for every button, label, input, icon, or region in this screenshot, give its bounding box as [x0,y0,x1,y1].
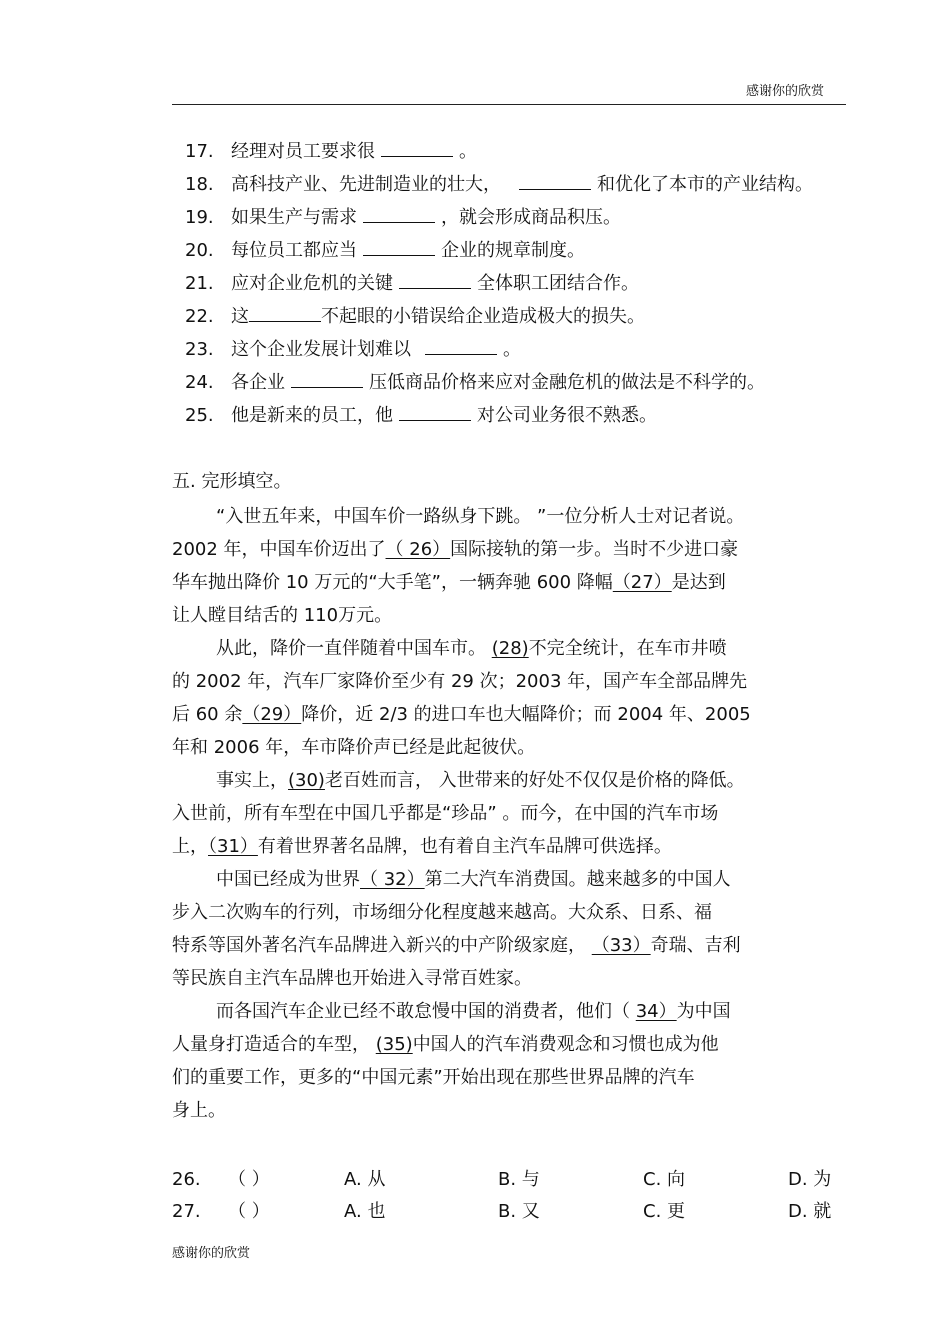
cloze-gap-27: （27） [612,572,672,593]
question-number: 22. [185,306,214,327]
cloze-gap-33: （33） [591,935,651,956]
question-text-after: ，就会形成商品积压。 [441,207,621,228]
question-number: 20. [185,240,214,261]
answer-blank[interactable] [363,206,435,223]
question-text-before: 每位员工都应当 [231,240,357,261]
question-text-after: 压低商品价格来应对金融危机的做法是不科学的。 [369,372,765,393]
question-number: 21. [185,273,214,294]
question-number: 17. [185,141,214,162]
cloze-gap-30: (30) [288,770,325,791]
question-text-before: 他是新来的员工，他 [231,405,393,426]
cloze-gap-26: （ 26） [385,539,451,560]
answer-blank[interactable] [291,371,363,388]
question-23 [185,338,521,362]
question-text-after: 全体职工团结合作。 [477,273,639,294]
question-17 [185,140,477,164]
question-number: 25. [185,405,214,426]
option-number: 27. [172,1201,201,1222]
question-19 [185,206,621,230]
passage-line: 后 60 余（29）降价，近 2/3 的进口车也大幅降价；而 2004 年、2005 [172,704,751,725]
passage-paragraph-5 [172,995,872,1127]
passage-line: 从此，降价一直伴随着中国车市。 (28)不完全统计，在车市井喷 [216,638,727,659]
passage-line: 特系等国外著名汽车品牌进入新兴的中产阶级家庭， （33）奇瑞、吉利 [172,935,741,956]
passage-line: 华车抛出降价 10 万元的“大手笔”，一辆奔驰 600 降幅（27）是达到 [172,572,726,593]
question-text-before: 这 [231,306,249,327]
answer-blank[interactable] [381,140,453,157]
option-number: 26. [172,1169,201,1190]
passage-paragraph-4 [172,863,872,995]
cloze-gap-29: （29） [242,704,302,725]
option-c[interactable]: C. 更 [643,1201,686,1222]
question-number: 18. [185,174,214,195]
question-number: 19. [185,207,214,228]
option-b[interactable]: B. 与 [498,1169,540,1190]
answer-blank[interactable] [399,404,471,421]
option-a[interactable]: A. 从 [344,1169,386,1190]
question-text-after: 和优化了本市的产业结构。 [597,174,813,195]
question-22 [185,305,645,329]
cloze-gap-32: （ 32） [360,869,425,890]
passage-line: 上，（31）有着世界著名品牌，也有着自主汽车品牌可供选择。 [172,836,672,857]
page-header: 感谢你的欣赏 [746,84,825,99]
passage-line: 人量身打造适合的车型， (35)中国人的汽车消费观念和习惯也成为他 [172,1034,719,1055]
question-20 [185,239,585,263]
question-text-after: 企业的规章制度。 [441,240,585,261]
question-text-after: 对公司业务很不熟悉。 [477,405,657,426]
question-text-before: 这个企业发展计划难以 [231,339,411,360]
question-text-after: 。 [459,141,477,162]
page-footer: 感谢你的欣赏 [172,1246,251,1261]
answer-blank[interactable] [249,305,321,322]
passage-line: “入世五年来，中国车价一路纵身下跳。 ”一位分析人士对记者说。 [216,506,745,527]
question-text-after: 。 [503,339,521,360]
header-rule [172,104,846,105]
option-a[interactable]: A. 也 [344,1201,386,1222]
question-text-before: 各企业 [231,372,285,393]
passage-paragraph-1 [172,500,872,632]
question-25 [185,404,657,428]
question-21 [185,272,639,296]
question-number: 23. [185,339,214,360]
option-c[interactable]: C. 向 [643,1169,686,1190]
question-text-before: 应对企业危机的关键 [231,273,393,294]
passage-line: 的 2002 年，汽车厂家降价至少有 29 次；2003 年，国产车全部品牌先 [172,671,748,692]
cloze-gap-34: 34） [635,1001,677,1022]
option-d[interactable]: D. 就 [788,1201,832,1222]
passage-line: 们的重要工作，更多的“中国元素”开始出现在那些世界品牌的汽车 [172,1067,695,1088]
question-24 [185,371,765,395]
question-text-before: 高科技产业、先进制造业的壮大， [231,174,501,195]
section-title: 五. 完形填空。 [172,471,292,492]
question-number: 24. [185,372,214,393]
question-text-after: 不起眼的小错误给企业造成极大的损失。 [321,306,645,327]
answer-blank[interactable] [425,338,497,355]
passage-line: 身上。 [172,1100,226,1121]
answer-blank[interactable] [519,173,591,190]
cloze-gap-35: (35) [375,1034,413,1055]
passage-line: 步入二次购车的行列，市场细分化程度越来越高。大众系、日系、福 [172,902,712,923]
passage-line: 入世前，所有车型在中国几乎都是“珍品” 。而今，在中国的汽车市场 [172,803,719,824]
passage-paragraph-3 [172,764,872,863]
answer-paren[interactable]: （ ） [228,1169,270,1190]
question-text-before: 如果生产与需求 [231,207,357,228]
cloze-gap-31: （31） [208,836,258,857]
passage-line: 年和 2006 年，车市降价声已经是此起彼伏。 [172,737,536,758]
answer-blank[interactable] [399,272,471,289]
cloze-gap-28: (28) [491,638,529,659]
answer-paren[interactable]: （ ） [228,1201,270,1222]
option-d[interactable]: D. 为 [788,1169,832,1190]
passage-line: 中国已经成为世界（ 32）第二大汽车消费国。越来越多的中国人 [216,869,731,890]
question-text-before: 经理对员工要求很 [231,141,375,162]
passage-line: 事实上，(30)老百姓而言， 入世带来的好处不仅仅是价格的降低。 [216,770,745,791]
passage-paragraph-2 [172,632,872,764]
passage-line: 等民族自主汽车品牌也开始进入寻常百姓家。 [172,968,532,989]
answer-blank[interactable] [363,239,435,256]
option-b[interactable]: B. 又 [498,1201,540,1222]
passage-line: 让人瞠目结舌的 110万元。 [172,605,393,626]
question-18 [185,173,813,197]
passage-line: 2002 年，中国车价迈出了（ 26）国际接轨的第一步。当时不少进口豪 [172,539,739,560]
passage-line: 而各国汽车企业已经不敢怠慢中国的消费者，他们（ 34）为中国 [216,1001,731,1022]
